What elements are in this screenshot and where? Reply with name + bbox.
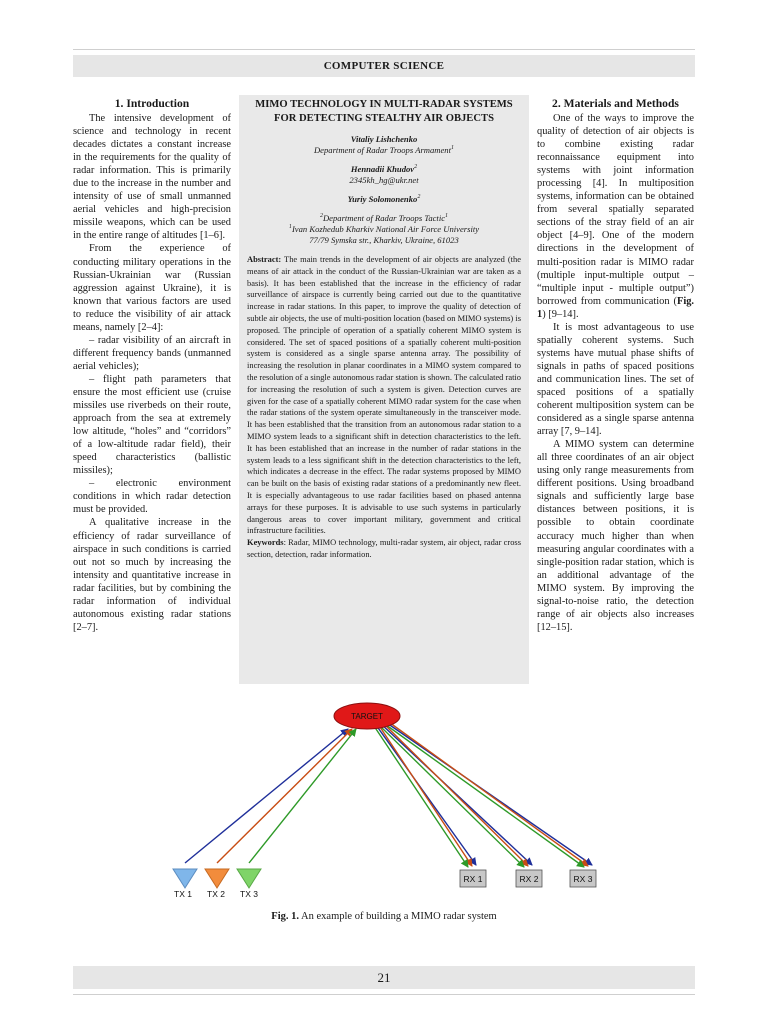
affiliation-line-1: $^2$Department of Radar Troops Tactic$^1$ xyxy=(319,213,449,223)
section-header: COMPUTER SCIENCE xyxy=(73,55,695,77)
abstract-text: Abstract: The main trends in the development of air objects are analyzed (the means of air attack in the conduct of the Russian-Ukrainian war are taken as a basis). It has been established that the increase in the efficiency of radar surveillance of airspace is currently being carried out due to the quantitative increase in radar stations. In this paper, to improve the quality of detection of subtle air objects, the use of multi-position location (based on MIMO systems) is proposed. The principle of operation of a spatially coherent MIMO system is considered. The set of spaced positions of a spatially coherent multi-position system is considered as a single sparse antenna array. The possibility of increasing the resolution in planar coordinates in a MIMO system compared to the resolution of a single autonomous radar station is shown. The calculated ratio for increasing the resolution of such a system is given. Detection curves are given for the case of a spatially coherent MIMO radar system for the case when the radar stations of the system operate simultaneously in the transceiver mode. It has been established that the transition from an autonomous radar station to a MIMO system leads to a significant shift in detection characteristics to the left. It has been established that an increase in the number of radar stations in the system leads to a less significant shift in the detection characteristics to the left, which indicates a decrease in the effect. The radar systems proposed by MIMO can be built on the basis of existing radar stations of a predominantly new fleet. It is especially advantageous to use radar facilities based on phased antenna arrays for these purposes. It is advisable to use such systems in particularly dangerous areas to cover important military, government and critical infrastructure facilities. xyxy=(247,254,521,536)
author-2-email: 2345kh_hg@ukr.net xyxy=(349,175,419,185)
methods-paragraph-2: It is most advantageous to use spatially coherent systems. Such systems have mutual phase shifts of signals in paths of spaced positions and communication lines. The set of spaced positions of a spatially coherent multiposition system can be considered as a single sparse antenna array [7, 9–14]. xyxy=(537,321,694,438)
header-rule xyxy=(73,49,695,50)
tx1-to-target-link xyxy=(185,729,348,863)
target-to-rx2-orange xyxy=(382,722,528,866)
intro-list-item-1: – radar visibility of an aircraft in different frequency bands (unmanned aerial vehicles); xyxy=(73,334,231,372)
tx1-label: TX 1 xyxy=(174,889,192,899)
affiliation-line-3: 77/79 Symska str., Kharkiv, Ukraine, 61023 xyxy=(309,235,459,245)
target-to-rx3-green xyxy=(382,722,584,867)
rx2-label: RX 2 xyxy=(519,874,539,884)
mimo-diagram xyxy=(150,695,610,907)
author-1: Vitaliy Lishchenko xyxy=(350,134,418,144)
intro-paragraph-2: From the experience of conducting military operations in the Russian-Ukrainian war (Russian aggression against Ukraine), it is known that various factors are used to reduce the visibility of air attack means, namely [2–4]: xyxy=(73,243,231,333)
tx2-triangle-icon xyxy=(205,869,229,888)
affiliation-line-2: $^1$Ivan Kozhedub Kharkiv National Air Force University xyxy=(288,224,480,234)
intro-paragraph-1: The intensive development of science and technology in recent decades dictates a constant increase in the requirements for the quality of radar information. This is primarily due to the increase in the number and intensity of use of small unmanned aerial vehicles and high-precision missile weapons, which can be used in the entire range of altitudes [1–6]. xyxy=(73,113,231,242)
rx1-label: RX 1 xyxy=(463,874,483,884)
methods-paragraph-3: A MIMO system can determine all three coordinates of an air object using only range measurements from different positions. Using broadband signals and sufficiently large base distances between positions, it is possible to obtain coordinate accuracy much higher than when measuring angular coordinates with a single-position radar station, which is an additional advantage of the MIMO system. By improving the signal-to-noise ratio, the detection range of air objects also increases [12–15]. xyxy=(537,439,694,633)
article-title: MIMO TECHNOLOGY IN MULTI-RADAR SYSTEMS FOR DETECTING STEALTHY AIR OBJECTS xyxy=(255,99,513,124)
tx3-to-target-link xyxy=(249,729,356,863)
intro-list-item-2: – flight path parameters that ensure the most efficient use (cruise missiles use riverbeds on their route, approach from the sea at extremely low altitude, “holes” and “corridors” of a low-altitude radar field), their speed characteristics (ballistic missiles); xyxy=(73,373,231,477)
page-number: 21 xyxy=(73,966,695,989)
abstract-box xyxy=(239,95,529,684)
methods-section xyxy=(537,96,694,634)
tx3-triangle-icon xyxy=(237,869,261,888)
figure-caption: Fig. 1. An example of building a MIMO radar system xyxy=(271,911,497,922)
intro-list-item-3: – electronic environment conditions in which radar detection must be provided. xyxy=(73,478,231,516)
footer-rule xyxy=(73,994,695,995)
introduction-heading: 1. Introduction xyxy=(114,97,190,110)
tx2-label: TX 2 xyxy=(207,889,225,899)
target-to-rx2-green xyxy=(378,724,524,867)
methods-paragraph-1: One of the ways to improve the quality of detection of air objects is to combine existing radar reconnaissance equipment into systems with joint information processing [4]. In multiposition systems, information can be obtained from several spatially separated sections of the stray field of an air object [4–9]. One of the modern directions in the development of multi-position radar is MIMO radar (multiple input-multiple output – “multiple input - multiple output”) borrowed from communication (Fig. 1) [9–14]. xyxy=(537,113,694,320)
target-label: TARGET xyxy=(351,712,383,721)
target-to-rx3-orange xyxy=(386,720,588,866)
rx3-label: RX 3 xyxy=(573,874,593,884)
keywords-text: Keywords: Radar, MIMO technology, multi-radar system, air object, radar cross section, detection, radar information. xyxy=(247,537,521,559)
target-to-rx2-blue xyxy=(380,723,532,865)
tx1-triangle-icon xyxy=(173,869,197,888)
methods-heading: 2. Materials and Methods xyxy=(552,97,679,110)
target-to-rx1-blue xyxy=(376,725,476,865)
author-2: Hennadii Khudov$^2$ xyxy=(350,164,418,174)
introduction-section xyxy=(73,96,231,634)
author-1-affiliation: Department of Radar Troops Armament$^1$ xyxy=(313,145,455,155)
figure-reference: Fig. 1 xyxy=(537,295,694,320)
tx2-to-target-link xyxy=(217,729,352,863)
author-3: Yuriy Solomonenko$^2$ xyxy=(347,194,421,204)
intro-paragraph-3: A qualitative increase in the efficiency of radar surveillance of airspace in such conditions is carried out not so much by increasing the intensity and quantitative increase in radar facilities, but by combining the radar information of individual autonomous existing radar stations [2–7]. xyxy=(73,517,231,633)
tx3-label: TX 3 xyxy=(240,889,258,899)
